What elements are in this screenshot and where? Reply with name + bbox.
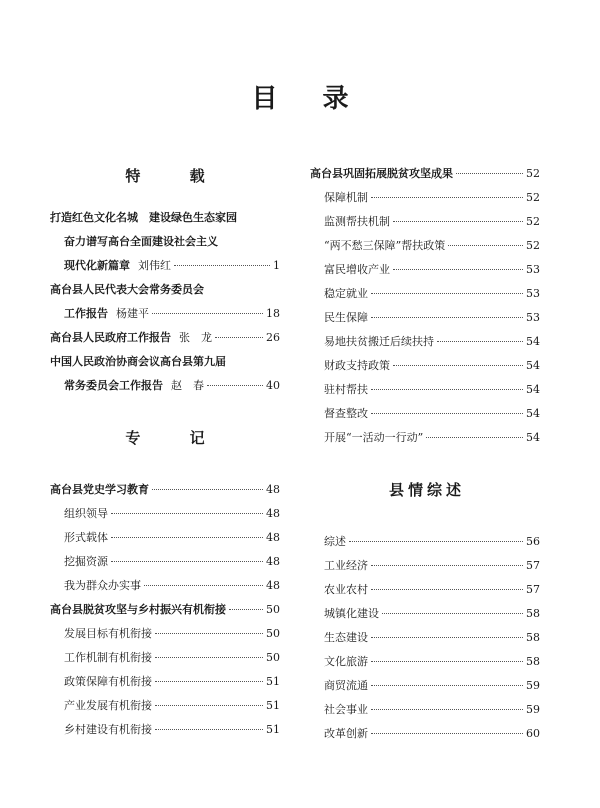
toc-entry[interactable] bbox=[310, 186, 540, 210]
entry-title: 现代化新篇章 bbox=[64, 259, 130, 272]
toc-entry[interactable] bbox=[310, 282, 540, 306]
toc-right-column bbox=[310, 162, 540, 746]
toc-entry[interactable] bbox=[50, 254, 280, 278]
entry-page-number: 54 bbox=[526, 335, 540, 348]
dot-leader bbox=[437, 341, 523, 342]
toc-entry[interactable] bbox=[50, 302, 280, 326]
entry-title: 高台县人民政府工作报告 bbox=[50, 331, 171, 344]
dot-leader bbox=[393, 269, 523, 270]
entry-page-number: 1 bbox=[273, 259, 280, 272]
dot-leader bbox=[371, 565, 523, 566]
entry-title: 发展目标有机衔接 bbox=[64, 627, 152, 640]
toc-entry[interactable] bbox=[310, 626, 540, 650]
dot-leader bbox=[111, 561, 263, 562]
dot-leader bbox=[229, 609, 263, 610]
entry-page-number: 52 bbox=[526, 239, 540, 252]
dot-leader bbox=[371, 661, 523, 662]
entry-title: 打造红色文化名城 建设绿色生态家园 bbox=[50, 211, 237, 224]
toc-entry[interactable] bbox=[50, 206, 280, 230]
entry-author: 张 龙 bbox=[179, 331, 212, 344]
toc-entry[interactable] bbox=[310, 330, 540, 354]
dot-leader bbox=[371, 685, 523, 686]
entry-page-number: 50 bbox=[266, 627, 280, 640]
dot-leader bbox=[152, 489, 263, 490]
toc-entry[interactable] bbox=[50, 478, 280, 502]
toc-entry[interactable] bbox=[50, 278, 280, 302]
toc-entry[interactable] bbox=[310, 354, 540, 378]
entry-title: 高台县巩固拓展脱贫攻坚成果 bbox=[310, 167, 453, 180]
dot-leader bbox=[155, 705, 263, 706]
entry-title: 开展“一活动一行动” bbox=[324, 431, 424, 444]
dot-leader bbox=[111, 513, 263, 514]
dot-leader bbox=[426, 437, 523, 438]
entry-page-number: 53 bbox=[526, 311, 540, 324]
dot-leader bbox=[215, 337, 263, 338]
toc-left-column bbox=[50, 162, 280, 742]
toc-entry[interactable] bbox=[50, 230, 280, 254]
entry-title: 工作机制有机衔接 bbox=[64, 651, 152, 664]
entry-title: 工业经济 bbox=[324, 559, 368, 572]
toc-entry[interactable] bbox=[310, 426, 540, 450]
section-heading-special: 特 载 bbox=[125, 167, 227, 185]
section-heading-feature: 专 记 bbox=[125, 429, 227, 447]
toc-entry[interactable] bbox=[310, 402, 540, 426]
dot-leader bbox=[144, 585, 263, 586]
toc-entry[interactable] bbox=[310, 674, 540, 698]
toc-entry[interactable] bbox=[50, 646, 280, 670]
dot-leader bbox=[174, 265, 270, 266]
dot-leader bbox=[371, 317, 523, 318]
entry-title: 改革创新 bbox=[324, 727, 368, 740]
toc-entry[interactable] bbox=[50, 326, 280, 350]
dot-leader bbox=[371, 197, 523, 198]
toc-entry[interactable] bbox=[310, 378, 540, 402]
dot-leader bbox=[393, 365, 523, 366]
dot-leader bbox=[371, 589, 523, 590]
entry-page-number: 51 bbox=[266, 699, 280, 712]
entry-title: 产业发展有机衔接 bbox=[64, 699, 152, 712]
entry-title: 综述 bbox=[324, 535, 346, 548]
entry-page-number: 50 bbox=[266, 651, 280, 664]
entry-page-number: 48 bbox=[266, 579, 280, 592]
page-title: 目 录 bbox=[251, 84, 367, 114]
entry-page-number: 18 bbox=[266, 307, 280, 320]
entry-page-number: 60 bbox=[526, 727, 540, 740]
dot-leader bbox=[393, 221, 523, 222]
entry-page-number: 52 bbox=[526, 191, 540, 204]
toc-entry[interactable] bbox=[310, 530, 540, 554]
entry-title: 易地扶贫搬迁后续扶持 bbox=[324, 335, 434, 348]
entry-title: 高台县脱贫攻坚与乡村振兴有机衔接 bbox=[50, 603, 226, 616]
dot-leader bbox=[371, 293, 523, 294]
entry-title: 政策保障有机衔接 bbox=[64, 675, 152, 688]
entry-page-number: 54 bbox=[526, 359, 540, 372]
entry-title: 城镇化建设 bbox=[324, 607, 379, 620]
dot-leader bbox=[155, 729, 263, 730]
entry-title: 民生保障 bbox=[324, 311, 368, 324]
entry-page-number: 48 bbox=[266, 531, 280, 544]
entry-page-number: 48 bbox=[266, 507, 280, 520]
toc-entry[interactable] bbox=[310, 210, 540, 234]
entry-page-number: 53 bbox=[526, 263, 540, 276]
entry-page-number: 48 bbox=[266, 483, 280, 496]
dot-leader bbox=[155, 681, 263, 682]
toc-entry[interactable] bbox=[50, 670, 280, 694]
toc-entry[interactable] bbox=[310, 722, 540, 746]
dot-leader bbox=[371, 413, 523, 414]
dot-leader bbox=[456, 173, 523, 174]
entry-page-number: 40 bbox=[266, 379, 280, 392]
dot-leader bbox=[111, 537, 263, 538]
entry-page-number: 57 bbox=[526, 583, 540, 596]
dot-leader bbox=[448, 245, 523, 246]
entry-page-number: 58 bbox=[526, 631, 540, 644]
toc-entry[interactable] bbox=[310, 698, 540, 722]
entry-title: 社会事业 bbox=[324, 703, 368, 716]
entry-title: 组织领导 bbox=[64, 507, 108, 520]
toc-entry[interactable] bbox=[50, 350, 280, 374]
entry-page-number: 51 bbox=[266, 723, 280, 736]
dot-leader bbox=[155, 633, 263, 634]
entry-page-number: 52 bbox=[526, 215, 540, 228]
toc-entry[interactable] bbox=[310, 578, 540, 602]
toc-entry[interactable] bbox=[50, 374, 280, 398]
entry-page-number: 59 bbox=[526, 679, 540, 692]
toc-entry[interactable] bbox=[50, 694, 280, 718]
toc-entry[interactable] bbox=[310, 602, 540, 626]
entry-title: 奋力谱写高台全面建设社会主义 bbox=[64, 235, 218, 248]
entry-author: 刘伟红 bbox=[138, 259, 171, 272]
toc-entry[interactable] bbox=[50, 718, 280, 742]
dot-leader bbox=[371, 709, 523, 710]
dot-leader bbox=[371, 733, 523, 734]
entry-page-number: 56 bbox=[526, 535, 540, 548]
entry-page-number: 53 bbox=[526, 287, 540, 300]
entry-page-number: 58 bbox=[526, 607, 540, 620]
toc-entry[interactable] bbox=[310, 554, 540, 578]
entry-page-number: 59 bbox=[526, 703, 540, 716]
entry-page-number: 26 bbox=[266, 331, 280, 344]
toc-entry[interactable] bbox=[310, 650, 540, 674]
entry-title: 我为群众办实事 bbox=[64, 579, 141, 592]
entry-author: 杨建平 bbox=[116, 307, 149, 320]
toc-entry[interactable] bbox=[50, 622, 280, 646]
entry-title: 中国人民政治协商会议高台县第九届 bbox=[50, 355, 226, 368]
entry-title: 高台县党史学习教育 bbox=[50, 483, 149, 496]
dot-leader bbox=[155, 657, 263, 658]
dot-leader bbox=[349, 541, 523, 542]
entry-title: 保障机制 bbox=[324, 191, 368, 204]
toc-entry[interactable] bbox=[310, 234, 540, 258]
section-heading-county-overview: 县情综述 bbox=[388, 481, 465, 499]
entry-title: 形式载体 bbox=[64, 531, 108, 544]
entry-title: 高台县人民代表大会常务委员会 bbox=[50, 283, 204, 296]
entry-title: 文化旅游 bbox=[324, 655, 368, 668]
entry-page-number: 54 bbox=[526, 431, 540, 444]
dot-leader bbox=[371, 389, 523, 390]
entry-title: 督查整改 bbox=[324, 407, 368, 420]
entry-title: 财政支持政策 bbox=[324, 359, 390, 372]
toc-entry[interactable] bbox=[50, 502, 280, 526]
entry-title: “两不愁三保障”帮扶政策 bbox=[324, 239, 446, 252]
dot-leader bbox=[382, 613, 523, 614]
entry-page-number: 50 bbox=[266, 603, 280, 616]
entry-page-number: 51 bbox=[266, 675, 280, 688]
dot-leader bbox=[207, 385, 263, 386]
entry-title: 农业农村 bbox=[324, 583, 368, 596]
entry-title: 商贸流通 bbox=[324, 679, 368, 692]
toc-entry[interactable] bbox=[310, 306, 540, 330]
entry-page-number: 48 bbox=[266, 555, 280, 568]
toc-entry[interactable] bbox=[310, 162, 540, 186]
entry-page-number: 54 bbox=[526, 407, 540, 420]
entry-title: 工作报告 bbox=[64, 307, 108, 320]
toc-entry[interactable] bbox=[50, 550, 280, 574]
dot-leader bbox=[152, 313, 263, 314]
entry-title: 稳定就业 bbox=[324, 287, 368, 300]
dot-leader bbox=[371, 637, 523, 638]
entry-page-number: 54 bbox=[526, 383, 540, 396]
entry-title: 乡村建设有机衔接 bbox=[64, 723, 152, 736]
entry-page-number: 57 bbox=[526, 559, 540, 572]
entry-title: 挖掘资源 bbox=[64, 555, 108, 568]
toc-entry[interactable] bbox=[310, 258, 540, 282]
toc-entry[interactable] bbox=[50, 526, 280, 550]
entry-title: 常务委员会工作报告 bbox=[64, 379, 163, 392]
entry-title: 监测帮扶机制 bbox=[324, 215, 390, 228]
toc-entry[interactable] bbox=[50, 598, 280, 622]
entry-title: 驻村帮扶 bbox=[324, 383, 368, 396]
entry-title: 富民增收产业 bbox=[324, 263, 390, 276]
entry-title: 生态建设 bbox=[324, 631, 368, 644]
entry-author: 赵 春 bbox=[171, 379, 204, 392]
entry-page-number: 52 bbox=[526, 167, 540, 180]
entry-page-number: 58 bbox=[526, 655, 540, 668]
toc-entry[interactable] bbox=[50, 574, 280, 598]
